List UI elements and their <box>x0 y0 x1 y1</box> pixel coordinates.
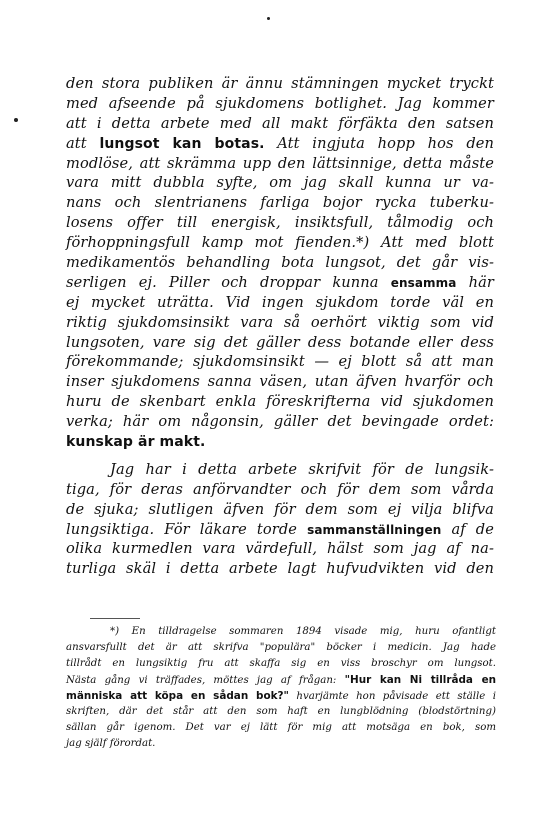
body-text: serligen ej. Piller och droppar kunna <box>66 273 391 291</box>
body-line: att i detta arbete med all makt förfäkta den satsen <box>66 114 494 132</box>
footnote-line: *) En tilldragelse sommaren 1894 visade mig, huru ofantligt <box>110 626 496 637</box>
footnote-text: hvarjämte hon påvisade ett ställe i <box>288 691 496 702</box>
body-line <box>66 273 494 293</box>
body-bold-text: ensamma <box>390 275 457 290</box>
body-line: förekommande; sjukdomsinsikt — ej blott så att man <box>66 353 494 371</box>
footnote-line: jag själf förordat. <box>66 738 156 749</box>
body-line <box>66 432 494 452</box>
main-text <box>66 74 494 579</box>
footnote-line: sällan går igenom. Det var ej lätt för mig att motsäga en bok, som <box>66 722 496 733</box>
footnote-line <box>66 688 496 704</box>
footnote-line: ansvarsfullt det är att skrifva "populära" böcker i medicin. Jag hade <box>66 642 496 653</box>
body-line: med afseende på sjukdomens botlighet. Jag kommer <box>66 94 494 112</box>
body-bold-text: lungsot kan botas. <box>99 135 265 152</box>
body-line: Jag har i detta arbete skrifvit för de lungsik- <box>110 460 494 478</box>
body-line: losens offer till energisk, insiktsfull, tålmodig och <box>66 214 494 232</box>
body-line: turliga skäl i detta arbete lagt hufvudvikten vid den <box>66 560 494 578</box>
body-line: modlöse, att skrämma upp den lättsinnige, detta måste <box>66 154 494 172</box>
body-line: verka; här om någonsin, gäller det bevingade ordet: <box>66 413 494 431</box>
footnote-bold-text: "Hur kan Ni tillråda en <box>344 674 497 686</box>
body-line: medikamentös behandling bota lungsot, det går vis- <box>66 254 494 272</box>
footnote-line <box>66 672 496 688</box>
body-line: nans och slentrianens farliga bojor rycka tuberku- <box>66 194 494 212</box>
body-line: inser sjukdomens sanna väsen, utan äfven hvarför och <box>66 373 494 391</box>
body-bold-text: sammanställningen <box>307 522 442 537</box>
body-line: de sjuka; slutligen äfven för dem som ej vilja blifva <box>66 500 494 518</box>
body-line: ej mycket uträtta. Vid ingen sjukdom torde väl en <box>66 293 494 311</box>
printer-mark <box>267 17 270 20</box>
body-line: tiga, för deras anförvandter och för dem som vårda <box>66 480 494 498</box>
footnote-line: tillrådt en lungsiktig fru att skaffa sig en viss broschyr om lungsot. <box>66 658 496 669</box>
body-line <box>66 134 494 154</box>
footnote-line: skriften, där det står att den som haft en lungblödning (blodstörtning) <box>66 706 496 717</box>
body-line: olika kurmedlen vara värdefull, hälst som jag af na- <box>66 540 494 558</box>
body-bold-text: kunskap är makt. <box>66 434 206 451</box>
body-line <box>66 520 494 540</box>
footnotes <box>66 624 496 752</box>
body-line: den stora publiken är ännu stämningen mycket tryckt <box>66 75 494 92</box>
body-line: lungsoten, vare sig det gäller dess botande eller dess <box>66 333 494 351</box>
body-line: förhoppningsfull kamp mot fienden.*) Att med blott <box>66 234 494 252</box>
footnote-text: Nästa gång vi träffades, möttes jag af frågan: <box>66 675 345 686</box>
body-text: Att ingjuta hopp hos den <box>264 134 495 152</box>
body-text: att <box>66 134 100 152</box>
body-text: här <box>456 273 494 291</box>
body-line: huru de skenbart enkla föreskrifterna vid sjukdomen <box>66 393 494 411</box>
footnote-rule <box>90 618 140 619</box>
margin-mark <box>14 118 18 122</box>
body-text: af de <box>441 520 494 538</box>
body-line: vara mitt dubbla syfte, om jag skall kunna ur va- <box>66 174 494 192</box>
body-line: riktig sjukdomsinsikt vara så oerhört viktig som vid <box>66 313 494 331</box>
footnote-bold-text: människa att köpa en sådan bok?" <box>66 690 289 702</box>
paragraph-gap <box>66 452 494 460</box>
body-text: lungsiktiga. För läkare torde <box>66 520 308 538</box>
